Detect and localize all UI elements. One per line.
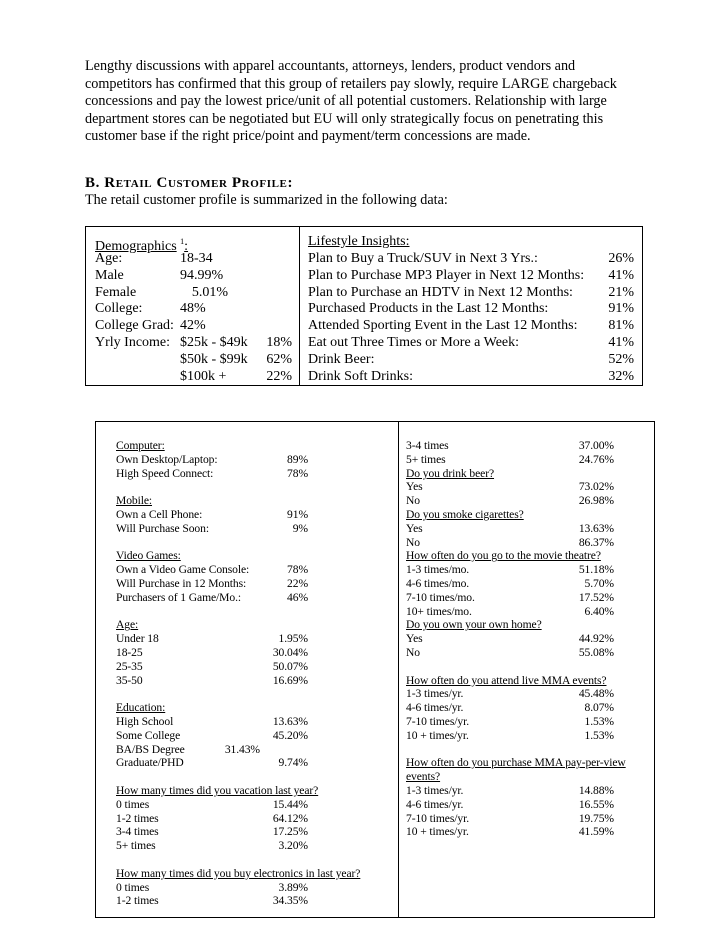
survey-option: Yes — [406, 632, 423, 646]
survey-option: 5+ times — [406, 452, 446, 466]
survey-option: 10 + times/yr. — [406, 728, 469, 742]
survey-value: 1.95% — [278, 632, 308, 646]
demographics-title: Demographics $^1$: — [95, 237, 189, 254]
survey-option: Own Desktop/Laptop: — [116, 452, 218, 466]
demographics-value: 42% — [180, 318, 206, 334]
survey-value: 30.04% — [272, 646, 308, 659]
section-heading: B. Retail Customer Profile: — [85, 175, 294, 191]
survey-option: High School — [116, 715, 174, 728]
survey-value: 19.75% — [578, 811, 614, 825]
demographics-value: 94.99% — [180, 267, 224, 283]
survey-question: How often do you purchase MMA pay-per-view — [406, 756, 626, 770]
survey-option: 3-4 times — [406, 439, 449, 452]
survey-option: 1-2 times — [116, 894, 159, 908]
survey-option: Yes — [406, 521, 423, 535]
profile-divider — [299, 227, 300, 385]
survey-value: 13.63% — [578, 521, 614, 535]
lifestyle-label: Plan to Purchase an HDTV in Next 12 Months: — [308, 284, 573, 300]
lifestyle-value: 81% — [608, 318, 634, 334]
intro-paragraph: Lengthy discussions with apparel accountants, attorneys, lenders, product vendors and competitors has confirmed that this group of retailers pay slowly, require LARGE chargeback concessions and pay the lowest price/unit of all potential customers. Relationship with large department stores can be negotiated but EU will only strategically focus on penetrating this customer base if the right price/point and payment/term concessions are made. — [85, 58, 617, 145]
survey-value: 24.76% — [578, 452, 614, 466]
lifestyle-label: Eat out Three Times or More a Week: — [308, 335, 520, 350]
survey-option: 1-2 times — [116, 811, 159, 825]
lifestyle-label: Purchased Products in the Last 12 Months: — [308, 301, 549, 317]
survey-question: Do you drink beer? — [406, 466, 495, 480]
survey-value: 13.63% — [272, 715, 308, 728]
survey-value: 64.12% — [272, 811, 308, 825]
survey-value: 6.40% — [584, 604, 614, 618]
survey-option: Will Purchase in 12 Months: — [116, 577, 247, 590]
demographics-label: Yrly Income: — [95, 335, 171, 350]
survey-value: 46% — [287, 590, 308, 604]
survey-option: 25-35 — [116, 659, 143, 673]
survey-option: Will Purchase Soon: — [116, 521, 209, 535]
survey-question: events? — [406, 770, 441, 784]
demographics-income-pct: 22% — [266, 368, 292, 384]
survey-option: No — [406, 535, 420, 549]
demographics-income-pct: 18% — [266, 335, 292, 350]
demographics-income-pct: 62% — [266, 351, 292, 367]
survey-divider — [398, 422, 399, 917]
section-intro: The retail customer profile is summarized in the following data: — [85, 192, 448, 208]
survey-option: BA/BS Degree — [116, 742, 185, 756]
survey-value: 16.69% — [272, 673, 308, 687]
survey-value: 34.35% — [272, 894, 308, 908]
demographics-label: College Grad: — [95, 318, 174, 334]
lifestyle-label: Drink Beer: — [308, 351, 375, 367]
survey-value: 45.20% — [272, 728, 308, 742]
survey-value: 8.07% — [584, 701, 614, 715]
survey-question: Video Games: — [116, 549, 181, 563]
survey-option: 5+ times — [116, 839, 156, 853]
survey-option: Own a Video Game Console: — [116, 563, 250, 577]
survey-option: 10+ times/mo. — [406, 604, 472, 618]
demographics-label: Age: — [95, 251, 123, 266]
survey-value: 44.92% — [578, 632, 614, 646]
survey-value: 89% — [287, 452, 308, 466]
survey-value: 22% — [287, 577, 308, 590]
customer-profile-table — [85, 226, 643, 386]
survey-question: How often do you go to the movie theatre? — [406, 549, 601, 563]
survey-option: 10 + times/yr. — [406, 825, 469, 839]
demographics-label: College: — [95, 301, 143, 317]
demographics-value: 48% — [180, 301, 206, 317]
survey-question: How many times did you buy electronics in last year? — [116, 866, 361, 880]
survey-value: 31.43% — [224, 742, 260, 756]
demographics-value: 18-34 — [180, 251, 213, 266]
survey-option: 1-3 times/yr. — [406, 687, 464, 701]
survey-results-table — [95, 421, 655, 918]
survey-value: 73.02% — [578, 480, 614, 494]
survey-option: No — [406, 494, 420, 508]
lifestyle-label: Plan to Buy a Truck/SUV in Next 3 Yrs.: — [308, 251, 538, 266]
demographics-label: Female — [95, 284, 137, 300]
survey-option: Under 18 — [116, 632, 159, 646]
lifestyle-label: Plan to Purchase MP3 Player in Next 12 Months: — [308, 267, 585, 283]
survey-question: Mobile: — [116, 494, 153, 508]
survey-value: 17.52% — [578, 590, 614, 604]
lifestyle-label: Attended Sporting Event in the Last 12 Months: — [308, 318, 578, 334]
demographics-value: $50k - $99k — [180, 351, 248, 367]
survey-value: 55.08% — [578, 646, 614, 659]
survey-value: 3.89% — [278, 880, 308, 894]
survey-value: 78% — [287, 563, 308, 577]
lifestyle-title: Lifestyle Insights: — [308, 234, 410, 249]
lifestyle-value: 21% — [608, 284, 634, 300]
survey-option: Some College — [116, 728, 181, 742]
survey-value: 1.53% — [584, 715, 614, 728]
survey-value: 1.53% — [584, 728, 614, 742]
survey-option: Own a Cell Phone: — [116, 508, 203, 521]
survey-value: 17.25% — [272, 825, 308, 839]
survey-value: 26.98% — [578, 494, 614, 508]
survey-value: 78% — [287, 466, 308, 480]
survey-option: 4-6 times/yr. — [406, 797, 464, 811]
survey-option: 35-50 — [116, 673, 143, 687]
survey-option: Graduate/PHD — [116, 756, 184, 770]
survey-question: Computer: — [116, 439, 165, 452]
survey-option: 7-10 times/yr. — [406, 811, 470, 825]
survey-value: 16.55% — [578, 797, 614, 811]
survey-question: Age: — [116, 618, 139, 632]
lifestyle-value: 41% — [608, 335, 634, 350]
survey-option: 18-25 — [116, 646, 143, 659]
survey-option: High Speed Connect: — [116, 466, 214, 480]
survey-option: 0 times — [116, 797, 150, 811]
lifestyle-value: 52% — [608, 351, 634, 367]
survey-value: 45.48% — [578, 687, 614, 701]
survey-value: 86.37% — [578, 535, 614, 549]
survey-value: 3.20% — [278, 839, 308, 853]
demographics-value: 5.01% — [191, 284, 228, 300]
survey-option: Purchasers of 1 Game/Mo.: — [116, 590, 242, 604]
survey-option: 0 times — [116, 880, 150, 894]
survey-value: 51.18% — [578, 563, 614, 577]
survey-option: 1-3 times/yr. — [406, 784, 464, 797]
survey-option: 4-6 times/mo. — [406, 577, 470, 590]
survey-option: No — [406, 646, 420, 659]
survey-value: 9.74% — [278, 756, 308, 770]
lifestyle-value: 26% — [608, 251, 634, 266]
lifestyle-label: Drink Soft Drinks: — [308, 368, 413, 384]
survey-option: 3-4 times — [116, 825, 159, 839]
survey-question: How many times did you vacation last year? — [116, 784, 319, 797]
lifestyle-value: 32% — [608, 368, 634, 384]
survey-value: 41.59% — [578, 825, 614, 839]
demographics-value: $25k - $49k — [180, 335, 248, 350]
survey-option: 4-6 times/yr. — [406, 701, 464, 715]
survey-question: Education: — [116, 701, 166, 715]
survey-value: 5.70% — [584, 577, 614, 590]
survey-question: Do you own your own home? — [406, 618, 542, 632]
survey-value: 14.88% — [578, 784, 614, 797]
survey-option: 7-10 times/yr. — [406, 715, 470, 728]
survey-value: 15.44% — [272, 797, 308, 811]
survey-option: 7-10 times/mo. — [406, 590, 475, 604]
demographics-label: Male — [95, 267, 124, 283]
survey-value: 50.07% — [272, 659, 308, 673]
survey-question: Do you smoke cigarettes? — [406, 508, 524, 521]
survey-value: 91% — [287, 508, 308, 521]
survey-value: 9% — [292, 521, 308, 535]
lifestyle-value: 91% — [608, 301, 634, 317]
survey-question: How often do you attend live MMA events? — [406, 673, 607, 687]
survey-option: 1-3 times/mo. — [406, 563, 470, 577]
survey-value: 37.00% — [578, 439, 614, 452]
demographics-value: $100k + — [180, 368, 227, 384]
lifestyle-value: 41% — [608, 267, 634, 283]
survey-option: Yes — [406, 480, 423, 494]
